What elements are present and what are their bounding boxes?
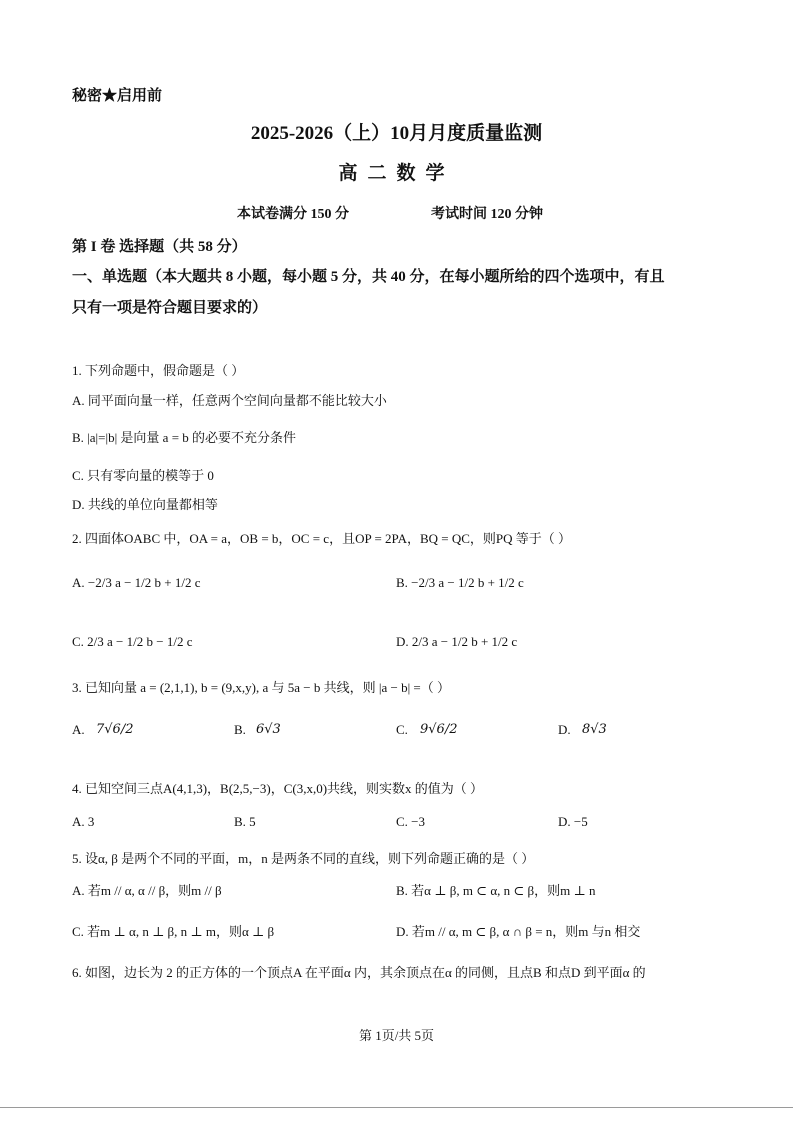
q2-option-b: B. −2/3 a − 1/2 b + 1/2 c [396,575,524,590]
q3-option-b-label: B. [234,722,246,737]
subject-title: 高二数学 [338,163,455,184]
exam-time: 考试时间 120 分钟 [431,207,543,222]
q5-stem: 5. 设α, β 是两个不同的平面，m，n 是两条不同的直线，则下列命题正确的是（ ） [72,851,535,866]
q2-option-a: A. −2/3 a − 1/2 b + 1/2 c [72,575,201,590]
q4-option-a: A. 3 [72,814,95,829]
q5-option-c: C. 若m ⊥ α, n ⊥ β, n ⊥ m，则α ⊥ β [72,924,275,939]
q5-option-b: B. 若α ⊥ β, m ⊂ α, n ⊂ β，则m ⊥ n [396,883,596,898]
q3-option-c-label: C. [396,722,408,737]
q3-option-a-label: A. [72,722,85,737]
section-instruction-line2: 只有一项是符合题目要求的） [72,300,268,316]
q1-option-b: B. |a|=|b| 是向量 a = b 的必要不充分条件 [72,430,297,445]
exam-title: 2025-2026（上）10月月度质量监测 [250,123,543,144]
q6-stem: 6. 如图，边长为 2 的正方体的一个顶点A 在平面α 内，其余顶点在α 的同侧，且点B 和点D 到平面α 的 [72,965,646,980]
part-title: 第 I 卷 选择题（共 58 分） [72,239,247,255]
q4-option-b: B. 5 [234,814,256,829]
q3-option-b: 6√3 [256,722,281,737]
q4-option-d: D. −5 [558,814,588,829]
page-number: 第 1页/共 5页 [358,1028,435,1043]
q4-stem: 4. 已知空间三点A(4,1,3)，B(2,5,−3)，C(3,x,0)共线，则实数x 的值为（ ） [72,781,484,796]
q1-stem: 1. 下列命题中，假命题是（ ） [72,363,245,378]
full-marks: 本试卷满分 150 分 [237,207,349,222]
q1-option-a: A. 同平面向量一样，任意两个空间向量都不能比较大小 [72,393,387,408]
q5-option-a: A. 若m // α, α // β，则m // β [72,883,222,898]
q3-stem: 3. 已知向量 a = (2,1,1), b = (9,x,y), a 与 5a − b 共线，则 |a − b| =（ ） [72,680,451,695]
page-bottom-divider [0,1107,793,1108]
q5-option-d: D. 若m // α, m ⊂ β, α ∩ β = n，则m 与n 相交 [396,924,641,939]
q1-option-c: C. 只有零向量的模等于 0 [72,468,214,483]
q4-option-c: C. −3 [396,814,426,829]
q2-stem: 2. 四面体OABC 中，OA = a，OB = b，OC = c，且OP = 2PA，BQ = QC，则PQ 等于（ ） [72,531,572,546]
q2-option-d: D. 2/3 a − 1/2 b + 1/2 c [396,634,518,649]
q2-option-c: C. 2/3 a − 1/2 b − 1/2 c [72,634,193,649]
q3-option-d-label: D. [558,722,571,737]
q3-option-d: 8√3 [582,722,607,737]
q1-option-d: D. 共线的单位向量都相等 [72,497,218,512]
q3-option-c: 9√6/2 [420,722,458,737]
secret-label: 秘密★启用前 [72,88,163,104]
q3-option-a: 7√6/2 [96,722,134,737]
section-instruction-line1: 一、单选题（本大题共 8 小题，每小题 5 分，共 40 分，在每小题所给的四个选项中，有且 [72,269,665,285]
